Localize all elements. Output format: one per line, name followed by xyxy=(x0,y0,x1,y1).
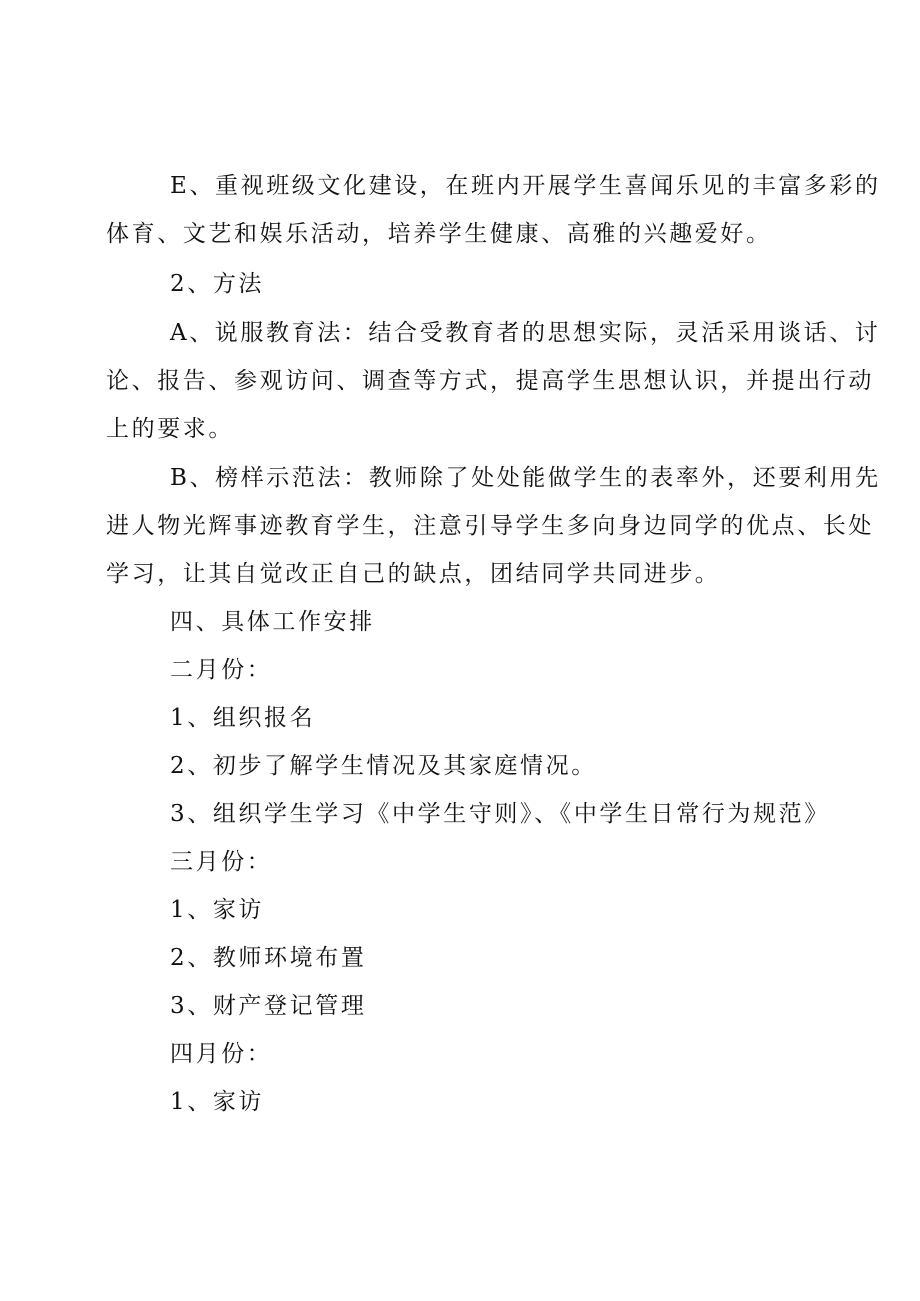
list-item: 1、家访 xyxy=(170,897,265,923)
paragraph-e-line-1: E、重视班级文化建设，在班内开展学生喜闻乐见的丰富多彩的 xyxy=(170,173,881,199)
paragraph-a-line-3: 上的要求。 xyxy=(106,416,234,442)
paragraph-a-line-1: A、说服教育法：结合受教育者的思想实际，灵活采用谈话、讨 xyxy=(170,320,881,346)
list-item: 1、组织报名 xyxy=(170,705,316,731)
paragraph-b-line-2: 进人物光辉事迹教育学生，注意引导学生多向身边同学的优点、长处 xyxy=(106,513,874,539)
list-item: 2、教师环境布置 xyxy=(170,945,367,971)
paragraph-b-line-3: 学习，让其自觉改正自己的缺点，团结同学共同进步。 xyxy=(106,561,721,587)
heading-methods: 2、方法 xyxy=(170,271,265,297)
heading-work-plan: 四、具体工作安排 xyxy=(170,609,375,635)
paragraph-e-line-2: 体育、文艺和娱乐活动，培养学生健康、高雅的兴趣爱好。 xyxy=(106,221,772,247)
list-item: 1、家访 xyxy=(170,1089,265,1115)
month-march: 三月份： xyxy=(170,849,273,875)
month-april: 四月份： xyxy=(170,1041,273,1067)
paragraph-b-line-1: B、榜样示范法：教师除了处处能做学生的表率外，还要利用先 xyxy=(170,465,881,491)
paragraph-a-line-2: 论、报告、参观访问、调查等方式，提高学生思想认识，并提出行动 xyxy=(106,368,874,394)
list-item: 2、初步了解学生情况及其家庭情况。 xyxy=(170,753,597,779)
list-item: 3、财产登记管理 xyxy=(170,993,367,1019)
month-february: 二月份： xyxy=(170,657,273,683)
list-item: 3、组织学生学习《中学生守则》、《中学生日常行为规范》 xyxy=(170,801,830,827)
